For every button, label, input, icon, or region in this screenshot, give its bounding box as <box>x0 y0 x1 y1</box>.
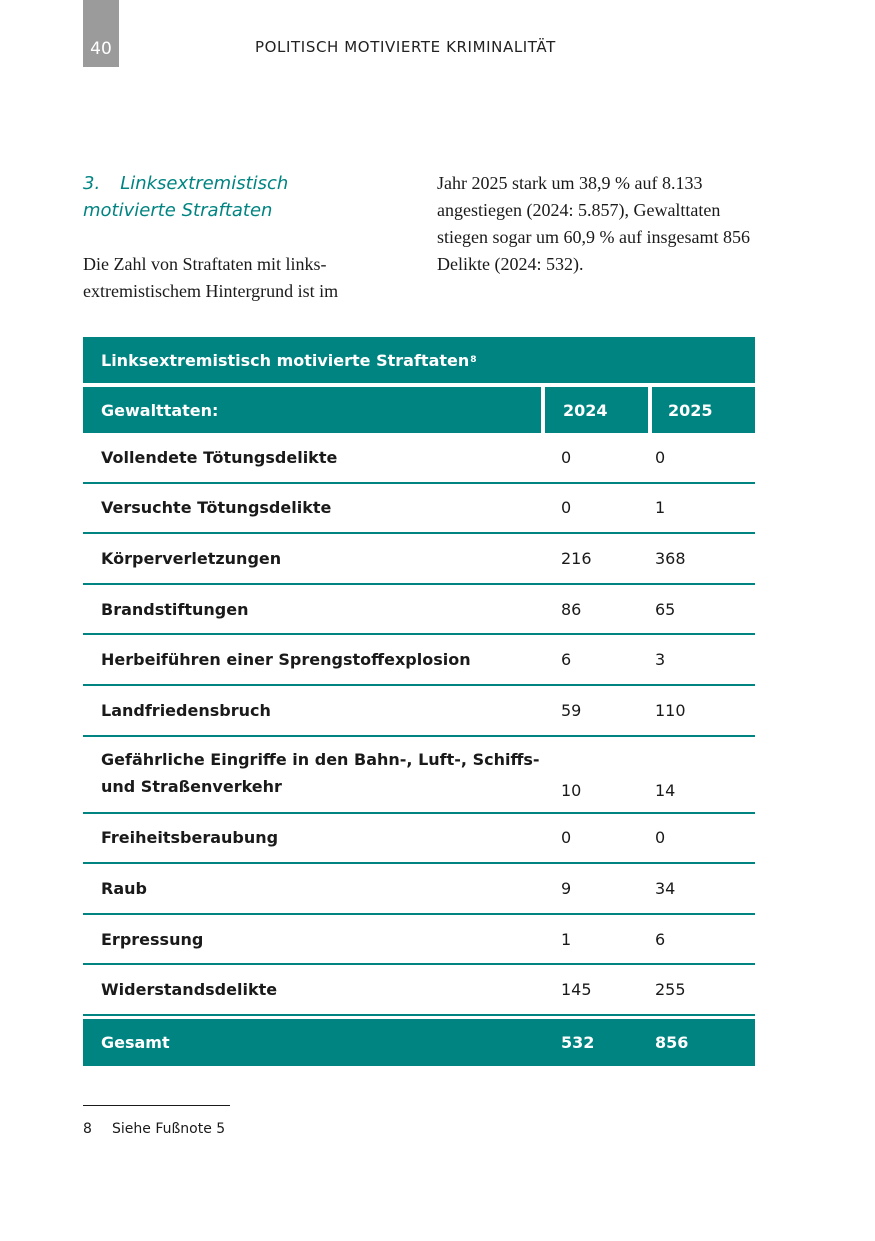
footnote <box>83 1121 225 1137</box>
table-title-footnote-ref: 8 <box>470 355 477 365</box>
total-2025: 856 <box>655 1032 689 1052</box>
table-row <box>83 965 755 1016</box>
row-value-2025: 255 <box>655 980 686 1000</box>
row-value-2024: 10 <box>561 780 582 800</box>
row-value-2025: 368 <box>655 548 686 568</box>
body-text-left: Die Zahl von Straftaten mit links-extremistischem Hintergrund ist im <box>83 254 339 301</box>
table-header <box>83 387 755 433</box>
row-label: Herbeiführen einer Sprengstoffexplosion <box>101 650 471 670</box>
table-row <box>83 915 755 966</box>
footnote-rule <box>83 1105 230 1106</box>
row-label: Versuchte Tötungsdelikte <box>101 498 332 518</box>
row-value-2024: 145 <box>561 980 592 1000</box>
table-title <box>83 337 755 383</box>
header-year-2025: 2025 <box>652 387 755 433</box>
total-label: Gesamt <box>101 1032 170 1052</box>
table-row <box>83 534 755 585</box>
total-2024: 532 <box>561 1032 595 1052</box>
row-value-2024: 6 <box>561 650 572 670</box>
table-body <box>83 433 755 1016</box>
table-row <box>83 864 755 915</box>
table-row <box>83 686 755 737</box>
row-value-2024: 0 <box>561 447 572 467</box>
row-value-2025: 65 <box>655 599 676 619</box>
row-value-2025: 6 <box>655 929 666 949</box>
row-value-2024: 59 <box>561 700 582 720</box>
row-value-2024: 1 <box>561 929 572 949</box>
header-year-2024: 2024 <box>545 387 648 433</box>
footnote-number: 8 <box>83 1121 92 1137</box>
section-number: 3. <box>83 173 101 194</box>
row-label: Gefährliche Eingriffe in den Bahn-, Luft-, Schiffs- und Straßenverkehr <box>101 749 540 796</box>
row-label: Raub <box>101 878 147 898</box>
row-label: Erpressung <box>101 929 204 949</box>
row-value-2024: 86 <box>561 599 582 619</box>
section-heading <box>83 170 383 224</box>
row-label: Landfriedensbruch <box>101 700 271 720</box>
body-text-right: Jahr 2025 stark um 38,9 % auf 8.133 angestiegen (2024: 5.857), Gewalttaten stiegen sogar um 60,9 % auf insgesamt 856 Delikte (2024: 532). <box>437 173 750 274</box>
section-title: Linksextremistisch motivierte Straftaten <box>83 173 289 221</box>
table-row <box>83 585 755 636</box>
footnote-text: Siehe Fußnote 5 <box>112 1121 226 1137</box>
row-value-2024: 9 <box>561 878 572 898</box>
header-label: Gewalttaten: <box>83 387 541 433</box>
row-value-2025: 14 <box>655 780 676 800</box>
row-label: Freiheitsberaubung <box>101 828 279 848</box>
row-value-2024: 216 <box>561 548 592 568</box>
row-value-2024: 0 <box>561 828 572 848</box>
table-row <box>83 737 755 814</box>
table-row <box>83 433 755 484</box>
row-value-2025: 34 <box>655 878 676 898</box>
row-value-2025: 3 <box>655 650 666 670</box>
row-value-2024: 0 <box>561 498 572 518</box>
row-label: Widerstandsdelikte <box>101 980 278 1000</box>
table-title-text: Linksextremistisch motivierte Straftaten <box>101 350 470 370</box>
statistics-table <box>83 337 755 1066</box>
running-title: POLITISCH MOTIVIERTE KRIMINALITÄT <box>255 38 556 56</box>
row-value-2025: 0 <box>655 447 666 467</box>
row-label: Brandstiftungen <box>101 599 249 619</box>
row-label: Vollendete Tötungsdelikte <box>101 447 338 467</box>
table-row <box>83 635 755 686</box>
table-row <box>83 814 755 865</box>
row-value-2025: 110 <box>655 700 686 720</box>
table-row <box>83 484 755 535</box>
page-number: 40 <box>83 0 119 67</box>
table-total-row <box>83 1019 755 1066</box>
row-label: Körperverletzungen <box>101 548 282 568</box>
row-value-2025: 0 <box>655 828 666 848</box>
row-value-2025: 1 <box>655 498 666 518</box>
